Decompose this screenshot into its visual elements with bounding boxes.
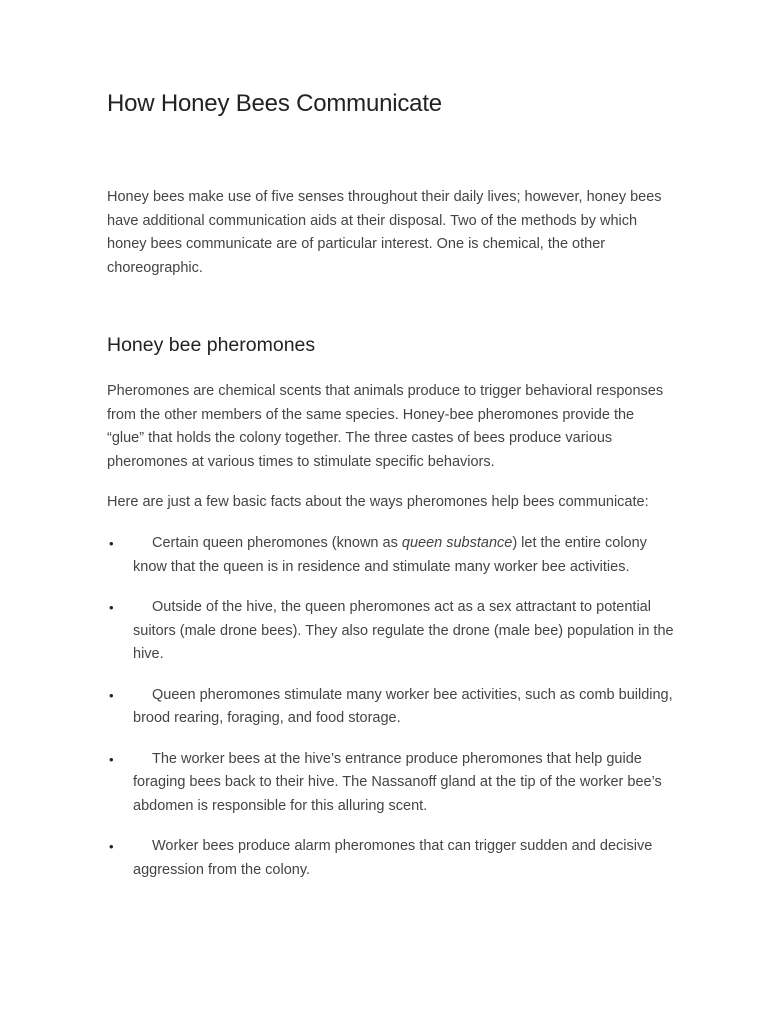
list-item-text-before: Certain queen pheromones (known as [152,535,402,551]
bullet-icon: • [109,687,114,703]
list-item-text: The worker bees at the hive’s entrance produce pheromones that help guide foraging bees back to their hive. The Nassanoff gland at the tip of the worker bee’s abdomen is responsible for this alluring scent. [133,750,662,814]
list-item-text [133,532,677,579]
list-item [107,748,677,819]
pheromones-paragraph: Pheromones are chemical scents that animals produce to trigger behavioral responses from the other members of the same species. Honey-bee pheromones provide the “glue” that holds the colony together. The three castes of bees produce various pheromones at various times to stimulate specific behaviors. [107,383,664,470]
facts-intro-paragraph: Here are just a few basic facts about the ways pheromones help bees communicate: [107,494,649,510]
bullet-icon: • [109,839,114,854]
bullet-icon: • [109,600,114,615]
page-title: How Honey Bees Communicate [107,90,442,117]
section-heading: Honey bee pheromones [107,334,316,356]
facts-list [107,532,677,899]
bullet-icon: • [109,751,114,767]
list-item [107,684,677,731]
list-item-text: Queen pheromones stimulate many worker bee activities, such as comb building, brood rearing, foraging, and food storage. [133,686,673,726]
list-item-text: Outside of the hive, the queen pheromones act as a sex attractant to potential suitors (male drone bees). They also regulate the drone (male bee) population in the hive. [133,599,674,662]
list-item-text: Worker bees produce alarm pheromones that can trigger sudden and decisive aggression from the colony. [133,838,653,878]
intro-paragraph: Honey bees make use of five senses throughout their daily lives; however, honey bees have additional communication aids at their disposal. Two of the methods by which honey bees communicate are of particular interest. One is chemical, the other choreographic. [107,189,662,276]
list-item-emphasis: queen substance [401,535,513,551]
list-item [107,596,677,667]
list-item [107,532,677,579]
list-item-text-after: ) let the entire colony know that the queen is in residence and stimulate many worker bee activities. [133,535,647,575]
bullet-icon: • [109,536,114,551]
list-item [107,835,677,882]
